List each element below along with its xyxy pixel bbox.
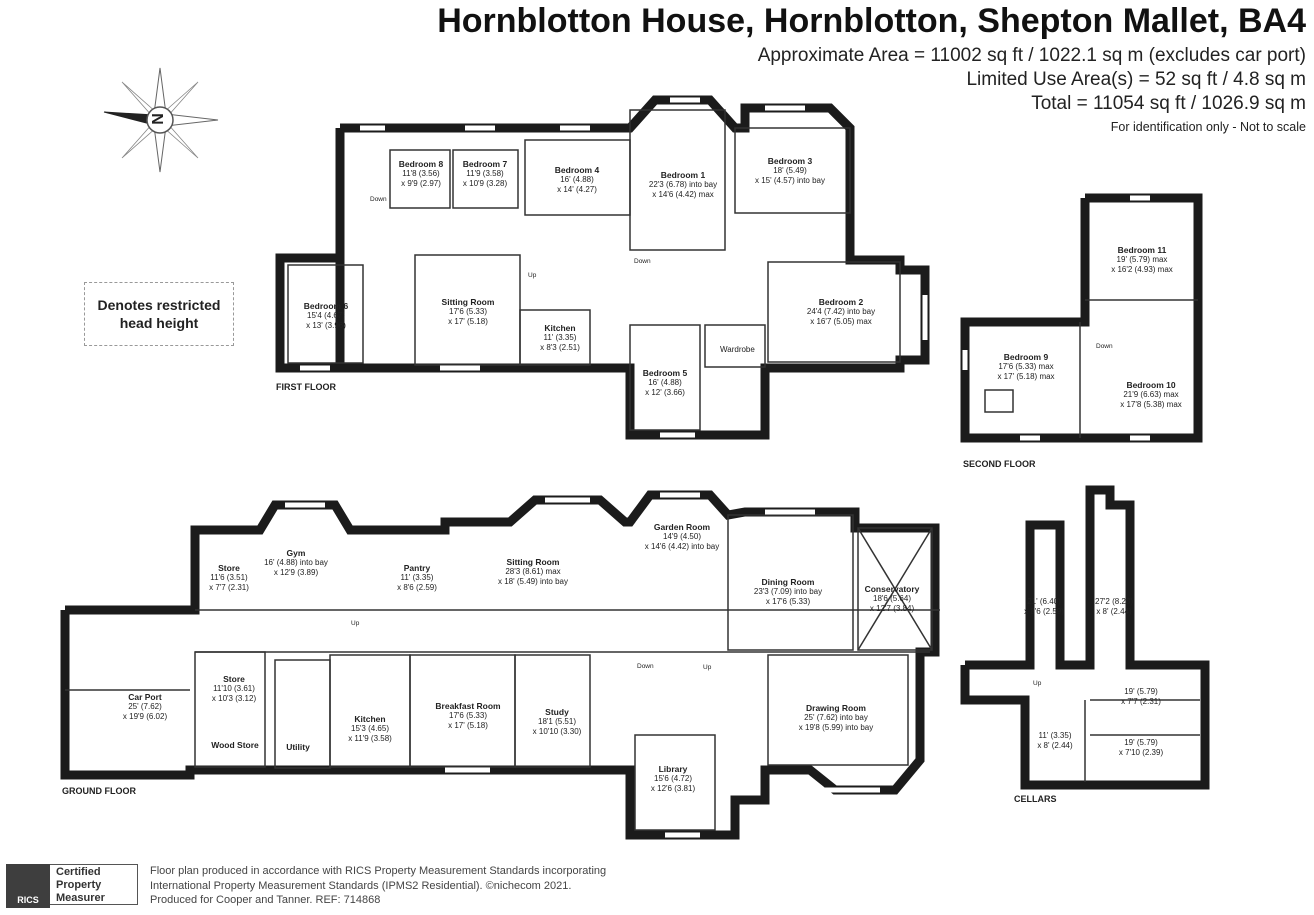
room-bedroom-6: Bedroom 6 15'4 (4.67) x 13' (3.96) <box>303 301 349 330</box>
room-conservatory: Conservatory 18'6 (5.64) x 12'7 (3.84) <box>864 584 920 613</box>
certified-property-measurer-badge: Certified Property Measurer <box>50 864 138 905</box>
first-floor-label: FIRST FLOOR <box>276 382 336 392</box>
limited-use-area: Limited Use Area(s) = 52 sq ft / 4.8 sq m <box>966 69 1306 90</box>
first-floor-down-label-2: Down <box>634 258 651 265</box>
cellars-plan <box>965 490 1205 785</box>
disclaimer: For identification only - Not to scale <box>1110 120 1306 134</box>
room-bedroom-1: Bedroom 1 22'3 (6.78) into bay x 14'6 (4.42) max <box>648 170 718 199</box>
room-breakfast-room: Breakfast Room 17'6 (5.33) x 17' (5.18) <box>435 701 501 730</box>
total-area: Total = 11054 sq ft / 1026.9 sq m <box>1031 93 1306 114</box>
cellar-room-3: 19' (5.79) x 7'7 (2.31) <box>1121 687 1161 706</box>
room-store-1: Store 11'6 (3.51) x 7'7 (2.31) <box>209 563 249 592</box>
room-pantry: Pantry 11' (3.35) x 8'6 (2.59) <box>397 563 437 592</box>
first-floor-plan <box>280 100 925 435</box>
wardrobe-label: Wardrobe <box>720 345 755 354</box>
first-floor-down-label-1: Down <box>370 196 387 203</box>
rics-certification-badge <box>6 864 140 908</box>
room-drawing-room: Drawing Room 25' (7.62) into bay x 19'8 (5.99) into bay <box>798 703 874 732</box>
room-bedroom-10: Bedroom 10 21'9 (6.63) max x 17'8 (5.38) max <box>1120 380 1182 409</box>
room-car-port: Car Port 25' (7.62) x 19'9 (6.02) <box>122 692 168 721</box>
footer-credits: Floor plan produced in accordance with RICS Property Measurement Standards incorporating International Property Measurement Standards (IPMS2 Residential). ©nichecom 2021. Produced for Cooper and Tanner. REF: 714868 <box>150 865 607 906</box>
ground-floor-plan <box>65 495 940 835</box>
room-kitchen-ground: Kitchen 15'3 (4.65) x 11'9 (3.58) <box>348 714 392 743</box>
room-utility: Utility <box>286 742 310 752</box>
cellar-room-4: 11' (3.35) x 8' (2.44) <box>1037 731 1073 750</box>
room-library: Library 15'6 (4.72) x 12'6 (3.81) <box>650 764 696 793</box>
room-bedroom-5: Bedroom 5 16' (4.88) x 12' (3.66) <box>642 368 688 397</box>
cellar-room-1: 21' (6.40) x 8'6 (2.59) <box>1024 597 1064 616</box>
room-bedroom-8: Bedroom 8 11'8 (3.56) x 9'9 (2.97) <box>398 159 444 188</box>
ground-floor-up-label-2: Up <box>703 664 712 671</box>
ground-floor-up-label-1: Up <box>351 620 360 627</box>
room-gym: Gym 16' (4.88) into bay x 12'9 (3.89) <box>264 548 328 577</box>
room-sitting-room-ground: Sitting Room 28'3 (8.61) max x 18' (5.49) into bay <box>497 557 569 586</box>
legend-line-2: head height <box>119 315 199 331</box>
page-title: Hornblotton House, Hornblotton, Shepton Mallet, BA4 <box>437 2 1306 40</box>
room-bedroom-7: Bedroom 7 11'9 (3.58) x 10'9 (3.28) <box>462 159 508 188</box>
first-floor-up-label: Up <box>528 272 537 279</box>
compass-north-letter: N <box>149 113 167 125</box>
rics-logo: RICS <box>6 864 50 908</box>
legend-line-1: Denotes restricted <box>97 297 221 313</box>
room-bedroom-9: Bedroom 9 17'6 (5.33) max x 17' (5.18) max <box>997 352 1055 381</box>
room-garden-room: Garden Room 14'9 (4.50) x 14'6 (4.42) into bay <box>644 522 720 551</box>
cellar-room-2: 27'2 (8.28) x 8' (2.44) <box>1095 597 1133 616</box>
approximate-area: Approximate Area = 11002 sq ft / 1022.1 sq m (excludes car port) <box>757 45 1306 66</box>
cellars-label: CELLARS <box>1014 794 1057 804</box>
ground-floor-down-label: Down <box>637 663 654 670</box>
room-bedroom-2: Bedroom 2 24'4 (7.42) into bay x 16'7 (5.05) max <box>806 297 876 326</box>
room-dining-room: Dining Room 23'3 (7.09) into bay x 17'6 (5.33) <box>753 577 823 606</box>
cellar-room-5: 19' (5.79) x 7'10 (2.39) <box>1118 738 1164 757</box>
cellar-up-label: Up <box>1033 680 1042 687</box>
ground-floor-label: GROUND FLOOR <box>62 786 136 796</box>
room-bedroom-4: Bedroom 4 16' (4.88) x 14' (4.27) <box>554 165 600 194</box>
room-wood-store: Wood Store <box>211 740 259 750</box>
room-sitting-room-first: Sitting Room 17'6 (5.33) x 17' (5.18) <box>441 297 495 326</box>
room-study: Study 18'1 (5.51) x 10'10 (3.30) <box>532 707 582 736</box>
room-kitchen-first: Kitchen 11' (3.35) x 8'3 (2.51) <box>540 323 580 352</box>
room-bedroom-11: Bedroom 11 19' (5.79) max x 16'2 (4.93) max <box>1111 245 1173 274</box>
second-floor-down-label: Down <box>1096 343 1113 350</box>
room-store-2: Store 11'10 (3.61) x 10'3 (3.12) <box>211 674 257 703</box>
second-floor-label: SECOND FLOOR <box>963 459 1036 469</box>
restricted-height-legend <box>84 282 234 346</box>
room-bedroom-3: Bedroom 3 18' (5.49) x 15' (4.57) into bay <box>754 156 826 185</box>
